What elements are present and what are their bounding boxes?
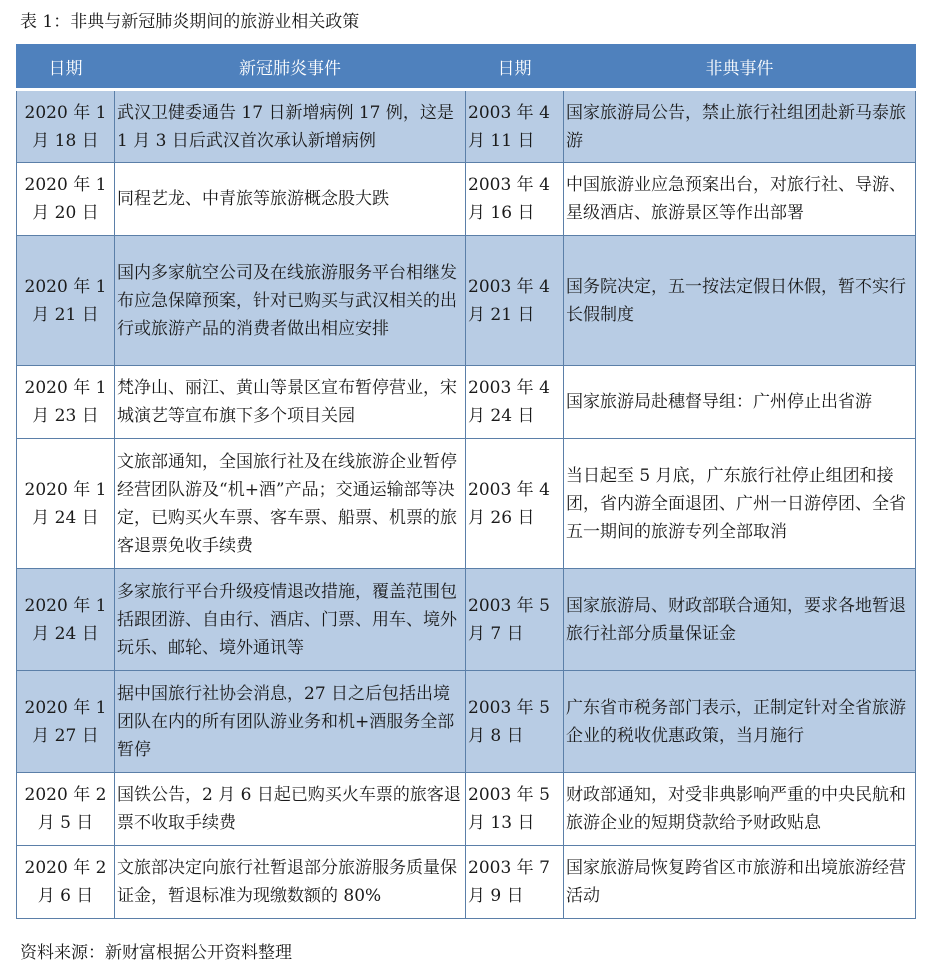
covid-date-cell: 2020 年 1 月 24 日: [17, 439, 115, 569]
covid-event-cell: 文旅部通知，全国旅行社及在线旅游企业暂停经营团队游及“机+酒”产品；交通运输部等决定，已购买火车票、客车票、船票、机票的旅客退票免收手续费: [115, 439, 466, 569]
covid-date-cell: 2020 年 2 月 5 日: [17, 773, 115, 846]
sars-date-cell: 2003 年 4 月 24 日: [466, 366, 564, 439]
covid-event-cell: 武汉卫健委通告 17 日新增病例 17 例，这是 1 月 3 日后武汉首次承认新增病例: [115, 90, 466, 163]
sars-event-cell: 国家旅游局公告，禁止旅行社组团赴新马泰旅游: [564, 90, 916, 163]
source-note: 资料来源：新财富根据公开资料整理: [20, 943, 292, 963]
sars-event-cell: 财政部通知，对受非典影响严重的中央民航和旅游企业的短期贷款给予财政贴息: [564, 773, 916, 846]
table-caption: 表 1：非典与新冠肺炎期间的旅游业相关政策: [20, 12, 360, 32]
covid-event-cell: 文旅部决定向旅行社暂退部分旅游服务质量保证金，暂退标准为现缴数额的 80%: [115, 846, 466, 919]
sars-event-cell: 中国旅游业应急预案出台，对旅行社、导游、星级酒店、旅游景区等作出部署: [564, 163, 916, 236]
covid-event-cell: 同程艺龙、中青旅等旅游概念股大跌: [115, 163, 466, 236]
sars-date-cell: 2003 年 4 月 21 日: [466, 236, 564, 366]
covid-date-cell: 2020 年 1 月 23 日: [17, 366, 115, 439]
sars-event-cell: 国家旅游局、财政部联合通知，要求各地暂退旅行社部分质量保证金: [564, 569, 916, 671]
table-row: [17, 163, 916, 236]
table-row: [17, 236, 916, 366]
header-row: [17, 45, 916, 90]
sars-date-cell: 2003 年 5 月 13 日: [466, 773, 564, 846]
table-row: [17, 773, 916, 846]
sars-event-cell: 国务院决定，五一按法定假日休假，暂不实行长假制度: [564, 236, 916, 366]
covid-event-cell: 国内多家航空公司及在线旅游服务平台相继发布应急保障预案，针对已购买与武汉相关的出行或旅游产品的消费者做出相应安排: [115, 236, 466, 366]
sars-event-cell: 广东省市税务部门表示，正制定针对全省旅游企业的税收优惠政策，当月施行: [564, 671, 916, 773]
header-covid-date: 日期: [17, 45, 115, 90]
header-covid-event: 新冠肺炎事件: [115, 45, 466, 90]
sars-date-cell: 2003 年 4 月 11 日: [466, 90, 564, 163]
table-row: [17, 671, 916, 773]
sars-event-cell: 当日起至 5 月底，广东旅行社停止组团和接团，省内游全面退团、广州一日游停团、全省五一期间的旅游专列全部取消: [564, 439, 916, 569]
sars-event-cell: 国家旅游局恢复跨省区市旅游和出境旅游经营活动: [564, 846, 916, 919]
table-row: [17, 90, 916, 163]
policy-table: [16, 44, 916, 919]
covid-event-cell: 国铁公告，2 月 6 日起已购买火车票的旅客退票不收取手续费: [115, 773, 466, 846]
table-row: [17, 439, 916, 569]
sars-date-cell: 2003 年 7 月 9 日: [466, 846, 564, 919]
covid-event-cell: 梵净山、丽江、黄山等景区宣布暂停营业，宋城演艺等宣布旗下多个项目关园: [115, 366, 466, 439]
covid-date-cell: 2020 年 1 月 24 日: [17, 569, 115, 671]
sars-date-cell: 2003 年 5 月 8 日: [466, 671, 564, 773]
sars-event-cell: 国家旅游局赴穗督导组：广州停止出省游: [564, 366, 916, 439]
covid-date-cell: 2020 年 1 月 21 日: [17, 236, 115, 366]
sars-date-cell: 2003 年 4 月 26 日: [466, 439, 564, 569]
covid-date-cell: 2020 年 1 月 20 日: [17, 163, 115, 236]
table-row: [17, 846, 916, 919]
covid-event-cell: 据中国旅行社协会消息，27 日之后包括出境团队在内的所有团队游业务和机+酒服务全部暂停: [115, 671, 466, 773]
covid-event-cell: 多家旅行平台升级疫情退改措施，覆盖范围包括跟团游、自由行、酒店、门票、用车、境外玩乐、邮轮、境外通讯等: [115, 569, 466, 671]
table-row: [17, 366, 916, 439]
covid-date-cell: 2020 年 1 月 18 日: [17, 90, 115, 163]
sars-date-cell: 2003 年 5 月 7 日: [466, 569, 564, 671]
covid-date-cell: 2020 年 2 月 6 日: [17, 846, 115, 919]
header-sars-event: 非典事件: [564, 45, 916, 90]
sars-date-cell: 2003 年 4 月 16 日: [466, 163, 564, 236]
covid-date-cell: 2020 年 1 月 27 日: [17, 671, 115, 773]
header-sars-date: 日期: [466, 45, 564, 90]
table-row: [17, 569, 916, 671]
